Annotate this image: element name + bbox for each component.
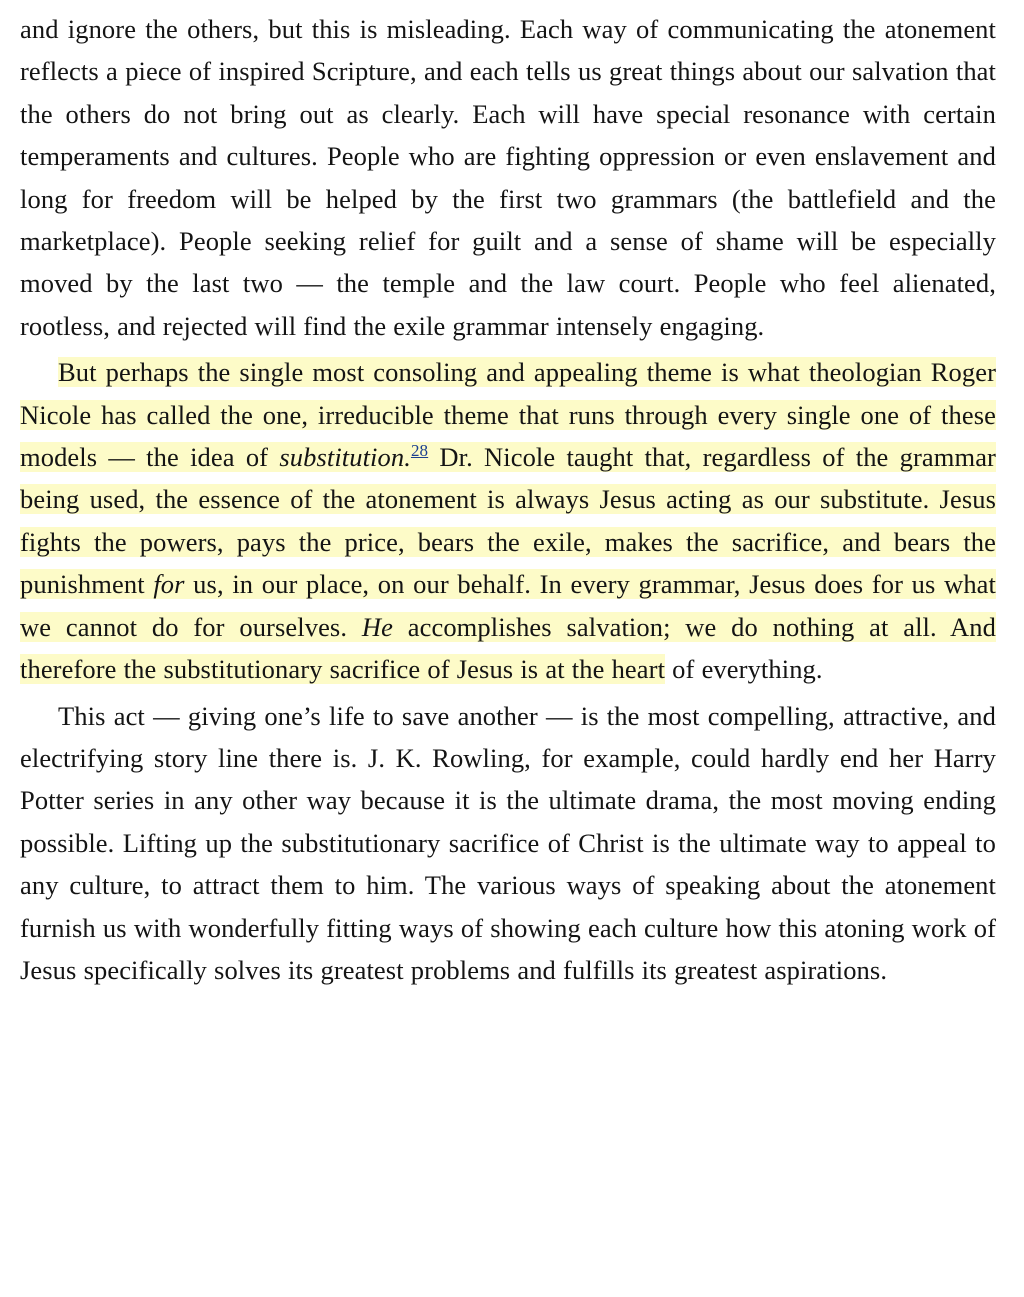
paragraph-this-act: This act — giving one’s life to save another — is the most compelling, attractive, and electrifying story line there is. J. K. Rowling, for example, could hardly end her Harry Potter series in any other way because it is the ultimate drama, the most moving ending possible. Lifting up the substitutionary sacrifice of Christ is the ultimate way to appeal to any culture, to attract them to him. The various ways of speaking about the atonement furnish us with wonderfully fitting ways of showing each culture how this atoning work of Jesus specifically solves its greatest problems and fulfills its greatest aspirations. <box>20 700 996 985</box>
highlight-text-3: us, in our place, on our behalf. In every grammar, Jesus does for us what we cannot do for ourselves. <box>20 569 996 642</box>
paragraph-substitution-highlighted <box>20 351 996 690</box>
italic-he: He <box>361 611 393 642</box>
italic-substitution: substitution. <box>279 442 411 473</box>
paragraph-tail-text: of everything. <box>665 654 823 685</box>
italic-for: for <box>153 569 185 600</box>
highlight-text-2: Dr. Nicole taught that, regardless of the grammar being used, the essence of the atonement is always Jesus acting as our substitute. Jesus fights the powers, pays the price, bears the exile, makes the sacrifice, and bears the punishment <box>20 442 996 600</box>
paragraph-atonement-grammars: and ignore the others, but this is misleading. Each way of communicating the atonement reflects a piece of inspired Scripture, and each tells us great things about our salvation that the others do not bring out as clearly. Each will have special resonance with certain temperaments and cultures. People who are fighting oppression or even enslavement and long for freedom will be helped by the first two grammars (the battlefield and the marketplace). People seeking relief for guilt and a sense of shame will be especially moved by the last two — the temple and the law court. People who feel alienated, rootless, and rejected will find the exile grammar intensely engaging. <box>20 14 996 341</box>
highlight-text-1: But perhaps the single most consoling and appealing theme is what theologian Roger Nicole has called the one, irreducible theme that runs through every single one of these models — the idea of <box>20 357 996 473</box>
footnote-reference-28[interactable]: 28 <box>410 441 429 461</box>
highlight-text-4: accomplishes salvation; we do nothing at all. And therefore the substitutionary sacrifice of Jesus is at the heart <box>20 611 996 685</box>
highlight-run-1 <box>20 357 996 684</box>
